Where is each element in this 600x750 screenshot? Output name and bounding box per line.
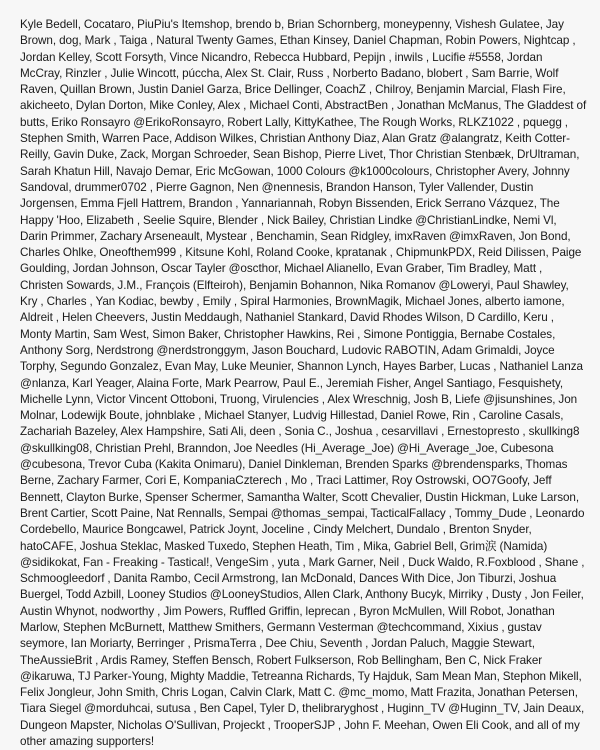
supporters-paragraph: Kyle Bedell, Cocataro, PiuPiu's Itemshop, brendo b, Brian Schornberg, moneypenny, Vishesh Gulatee, Jay Brown, dog, Mark , Taiga , Natural Twenty Games, Ethan Kinsey, Daniel Chapman, Robin Powers, Nightcap , Jordan Kelley, Scott Forsyth, Vince Nicandro, Rebecca Hubbard, Pepijn , inwils , Lucifie #5558, Jordan McCray, Rinzler , Julie Wincott, púccha, Alex St. Clair, Russ , Norberto Badano, blobert , Sam Barrie, Wolf Raven, Quillan Brown, Justin Daniel Garza, Brice Dellinger, CoachZ , Chilroy, Benjamin Marcial, Flash Fire, akicheeto, Dylan Dorton, Mike Conley, Alex , Michael Conti, AbstractBen , Jonathan McManus, The Gladdest of butts, Eriko Ronsayro @ErikoRonsayro, Robert Lally, KittyKathee, The Rough Works, RLKZ1022 , pquegg , Stephen Smith, Warren Pace, Addison Wilkes, Christian Anthony Diaz, Alan Gratz @alangratz, Keith Cotter-Reilly, Gavin Duke, Zack, Morgan Schroeder, Sean Bishop, Pierre Livet, Thor Christian Stenbæk, DrUltraman, Sarah Khatun Hill, Navajo Demar, Eric McGowan, 1000 Colours @k1000colours, Christopher Avery, Johnny Sandoval, drummer0702 , Pierre Gagnon, Nen @nennesis, Brandon Hanson, Tyler Vallender, Dustin Jorgensen, Emma Fjell Hattrem, Brandon , Yannariannah, Robyn Bissenden, Erick Serrano Vázquez, The Happy 'Hoo, Elizabeth , Seelie Squire, Blender , Nick Bailey, Christian Lindke @ChristianLindke, Nemi Vl, Darin Primmer, Zachary Arseneault, Mystear , Benchamin, Sean Ridgley, imxRaven @imxRaven, Jon Bond, Charles Ohlke, Oneofthem999 , Kitsune Kohl, Roland Cooke, kpratanak , ChipmunkPDX, Reid Dilissen, Paige Goulding, Jordan Johnson, Oscar Tayler @oscthor, Michael Alianello, Evan Graber, Tim Bradley, Matt , Christen Sowards, J.M., François (Elfteiroh), Benjamin Bohannon, Nika Romanov @Loweryi, Paul Shawley, Kry , Charles , Yan Kodiac, bewby , Emily , Spiral Harmonies, BrownMagik, Michael Jones, alberto iamone, Aldreit , Helen Cheevers, Justin Meddaugh, Nathaniel Stankard, David Rhodes Wilson, D Cardillo, Keru , Monty Martin, Sam West, Simon Baker, Christopher Hawkins, Rei , Simone Pontiggia, Bernabe Costales, Anthony Sorg, Nerdstrong @nerdstronggym, Jason Bouchard, Ludovic RABOTIN, Adam Grimaldi, Joyce Torphy, Segundo Gonzalez, Evan May, Luke Meunier, Shannon Lynch, Hayes Barber, Lucas , Nathaniel Lanza @nlanza, Karl Yeager, Alaina Forte, Mark Pearrow, Paul E., Jeremiah Fisher, Angel Santiago, Fesquishety, Michelle Lynn, Victor Vincent Ottoboni, Truong, Virulencies , Alex Wreschnig, Josh B, Liefe @jisunshines, Jon Molnar, Lodewijk Boute, johnblake , Michael Stanyer, Ludvig Hillestad, Daniel Rowe, Rin , Caroline Casals, Zachariah Bazeley, Alex Hampshire, Sati Ali, deen , Sonia C., Joshua , cesarvillavi , Ernestopresto , skullking8 @skullking08, Christian Prehl, Branndon, Joe Needles (Hi_Average_Joe) @Hi_Average_Joe, Cubesona @cubesona, Trevor Cuba (Kakita Onimaru), Daniel Dinkleman, Brenden Sparks @brendensparks, Thomas Berne, Zachary Farmer, Cori E, KompaniaCzterech , Mo , Traci Lattimer, Roy Ostrowski, OO7Goofy, Jeff Bennett, Clayton Burke, Spenser Schermer, Samantha Walter, Scott Chevalier, Dustin Hickman, Luke Larson, Brent Cartier, Scott Paine, Nat Rennalls, Sempai @thomas_sempai, TacticalFallacy , Tommy_Dude , Leonardo Cordebello, Maurice Bongcawel, Patrick Joynt, Joceline , Cindy Melchert, Dundalo , Brenton Snyder, hatoCAFE, Joshua Steklac, Masked Tuxedo, Stephen Heath, Tim , Mika, Gabriel Bell, Grim涙 (Namida) @sidikokat, Fan - Freaking - Tastical!, VengeSim , yuta , Mark Garner, Neil , Duck Waldo, R.Foxblood , Shane , Schmoogleedorf , Danita Rambo, Cecil Armstrong, Ian McDonald, Dances With Dice, Jon Tiburzi, Joshua Buergel, Todd Azbill, Looney Studios @LooneyStudios, Allen Clark, Anthony Bucyk, Mirriky , Dusty , Jon Feiler, Austin Whynot, nodworthy , Jim Powers, Ruffled Griffin, leprecan , Byron McMullen, Will Robot, Jonathan Marlow, Stephen McBurnett, Matthew Smithers, Germann Vesterman @techcommand, Xixius , gustav seymore, Ian Moriarty, Berringer , PrismaTerra , Dee Chiu, Seventh , Jordan Paluch, Maggie Stewart, TheAussieBrit , Ardis Ramey, Steffen Bensch, Robert Fulkserson, Rob Bellingham, Ben C, Nick Fraker @ikaruwa, TJ Parker-Young, Mighty Maddie, Tetreanna Richards, Ty Hajduk, Sam Mean Man, Stephon Mikell, Felix Jongleur, John Smith, Chris Logan, Calvin Clark, Matt C. @mc_momo, Matt Frazita, Jonathan Petersen, Tiara Siegel @morduhcai, sutusa , Ben Capel, Tyler D, thelibraryghost , Huginn_TV @Huginn_TV, Jain Deaux, Dungeon Mapster, Nicholas O'Sullivan, Projeckt , TrooperSJP , John F. Meehan, Owen Eli Cook, and all of my other amazing supporters!	[20, 18, 587, 749]
